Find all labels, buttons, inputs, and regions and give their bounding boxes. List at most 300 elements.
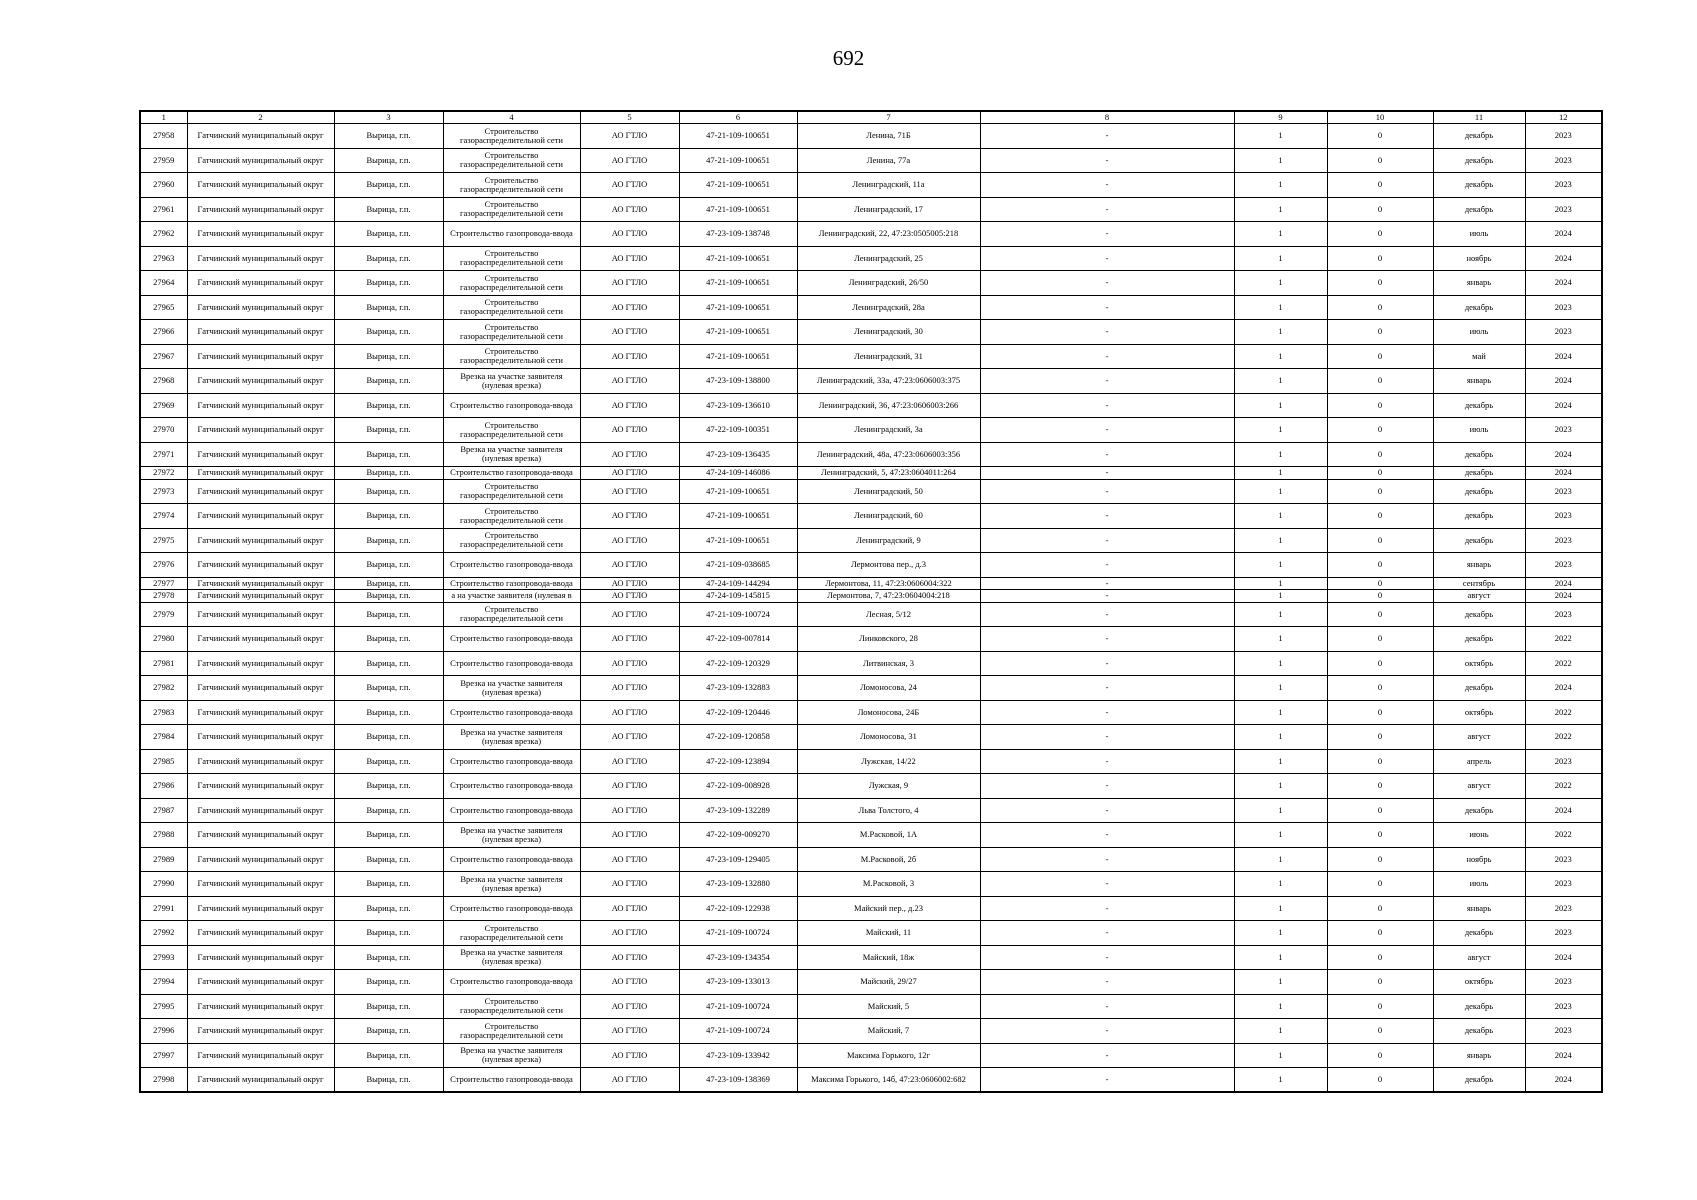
col9-cell: 1 xyxy=(1234,627,1327,652)
table-row xyxy=(140,479,1602,504)
district-cell: Гатчинский муниципальный округ xyxy=(187,872,334,897)
settlement-cell: Вырица, г.п. xyxy=(334,418,443,443)
work-type-cell: Врезка на участке заявителя (нулевая врезка) xyxy=(443,945,580,970)
row-number-cell: 27981 xyxy=(140,651,187,676)
table-row xyxy=(140,344,1602,369)
col9-cell: 1 xyxy=(1234,320,1327,345)
month-cell: декабрь xyxy=(1433,479,1525,504)
work-type-cell: Строительство газораспределительной сети xyxy=(443,197,580,222)
col9-cell: 1 xyxy=(1234,1019,1327,1044)
work-type-cell: Строительство газораспределительной сети xyxy=(443,173,580,198)
settlement-cell: Вырица, г.п. xyxy=(334,945,443,970)
row-number-cell: 27994 xyxy=(140,970,187,995)
district-cell: Гатчинский муниципальный округ xyxy=(187,994,334,1019)
col9-cell: 1 xyxy=(1234,945,1327,970)
col8-cell: - xyxy=(980,1019,1234,1044)
col9-cell: 1 xyxy=(1234,970,1327,995)
month-cell: август xyxy=(1433,725,1525,750)
table-row xyxy=(140,173,1602,198)
col9-cell: 1 xyxy=(1234,553,1327,578)
address-cell: Ленинградский, 11а xyxy=(797,173,980,198)
address-cell: Льва Толстого, 4 xyxy=(797,798,980,823)
year-cell: 2024 xyxy=(1525,1043,1602,1068)
code-cell: 47-23-109-132883 xyxy=(679,676,797,701)
col10-cell: 0 xyxy=(1327,124,1433,149)
work-type-cell: Строительство газопровода-ввода xyxy=(443,651,580,676)
year-cell: 2023 xyxy=(1525,994,1602,1019)
year-cell: 2023 xyxy=(1525,528,1602,553)
address-cell: Ленинградский, 3а xyxy=(797,418,980,443)
row-number-cell: 27990 xyxy=(140,872,187,897)
table-row xyxy=(140,725,1602,750)
district-cell: Гатчинский муниципальный округ xyxy=(187,627,334,652)
col10-cell: 0 xyxy=(1327,945,1433,970)
work-type-cell: Строительство газораспределительной сети xyxy=(443,320,580,345)
col9-cell: 1 xyxy=(1234,246,1327,271)
col8-cell: - xyxy=(980,344,1234,369)
table-row xyxy=(140,602,1602,627)
settlement-cell: Вырица, г.п. xyxy=(334,295,443,320)
code-cell: 47-21-109-100651 xyxy=(679,295,797,320)
settlement-cell: Вырица, г.п. xyxy=(334,148,443,173)
district-cell: Гатчинский муниципальный округ xyxy=(187,553,334,578)
col10-cell: 0 xyxy=(1327,970,1433,995)
month-cell: декабрь xyxy=(1433,393,1525,418)
organization-cell: АО ГТЛО xyxy=(580,320,679,345)
organization-cell: АО ГТЛО xyxy=(580,393,679,418)
table-row xyxy=(140,921,1602,946)
code-cell: 47-23-109-136610 xyxy=(679,393,797,418)
settlement-cell: Вырица, г.п. xyxy=(334,921,443,946)
table-row xyxy=(140,577,1602,590)
work-type-cell: Строительство газопровода-ввода xyxy=(443,393,580,418)
col8-cell: - xyxy=(980,994,1234,1019)
gasification-table xyxy=(139,110,1603,1093)
col10-cell: 0 xyxy=(1327,528,1433,553)
address-cell: Ленинградский, 60 xyxy=(797,504,980,529)
row-number-cell: 27958 xyxy=(140,124,187,149)
code-cell: 47-22-109-008928 xyxy=(679,774,797,799)
col9-cell: 1 xyxy=(1234,528,1327,553)
year-cell: 2022 xyxy=(1525,700,1602,725)
table-row xyxy=(140,148,1602,173)
code-cell: 47-23-109-138369 xyxy=(679,1068,797,1093)
organization-cell: АО ГТЛО xyxy=(580,725,679,750)
settlement-cell: Вырица, г.п. xyxy=(334,627,443,652)
district-cell: Гатчинский муниципальный округ xyxy=(187,676,334,701)
col9-cell: 1 xyxy=(1234,1043,1327,1068)
address-cell: М.Расковой, 2б xyxy=(797,847,980,872)
work-type-cell: Строительство газопровода-ввода xyxy=(443,553,580,578)
settlement-cell: Вырица, г.п. xyxy=(334,725,443,750)
address-cell: Ленинградский, 25 xyxy=(797,246,980,271)
row-number-cell: 27997 xyxy=(140,1043,187,1068)
col9-cell: 1 xyxy=(1234,479,1327,504)
col10-cell: 0 xyxy=(1327,872,1433,897)
month-cell: август xyxy=(1433,945,1525,970)
code-cell: 47-21-109-038685 xyxy=(679,553,797,578)
settlement-cell: Вырица, г.п. xyxy=(334,1019,443,1044)
month-cell: январь xyxy=(1433,369,1525,394)
row-number-cell: 27998 xyxy=(140,1068,187,1093)
address-cell: Ленинградский, 22, 47:23:0505005:218 xyxy=(797,222,980,247)
district-cell: Гатчинский муниципальный округ xyxy=(187,970,334,995)
settlement-cell: Вырица, г.п. xyxy=(334,590,443,603)
column-header: 10 xyxy=(1327,111,1433,124)
district-cell: Гатчинский муниципальный округ xyxy=(187,602,334,627)
col8-cell: - xyxy=(980,479,1234,504)
year-cell: 2023 xyxy=(1525,1019,1602,1044)
work-type-cell: Строительство газораспределительной сети xyxy=(443,271,580,296)
col9-cell: 1 xyxy=(1234,173,1327,198)
district-cell: Гатчинский муниципальный округ xyxy=(187,479,334,504)
organization-cell: АО ГТЛО xyxy=(580,1068,679,1093)
district-cell: Гатчинский муниципальный округ xyxy=(187,320,334,345)
column-header: 9 xyxy=(1234,111,1327,124)
code-cell: 47-22-109-007814 xyxy=(679,627,797,652)
row-number-cell: 27973 xyxy=(140,479,187,504)
year-cell: 2023 xyxy=(1525,148,1602,173)
table-row xyxy=(140,271,1602,296)
year-cell: 2023 xyxy=(1525,553,1602,578)
table-row xyxy=(140,418,1602,443)
month-cell: январь xyxy=(1433,1043,1525,1068)
district-cell: Гатчинский муниципальный округ xyxy=(187,504,334,529)
col8-cell: - xyxy=(980,197,1234,222)
organization-cell: АО ГТЛО xyxy=(580,896,679,921)
month-cell: июль xyxy=(1433,872,1525,897)
col9-cell: 1 xyxy=(1234,798,1327,823)
table-row xyxy=(140,676,1602,701)
district-cell: Гатчинский муниципальный округ xyxy=(187,124,334,149)
district-cell: Гатчинский муниципальный округ xyxy=(187,369,334,394)
table-row xyxy=(140,823,1602,848)
code-cell: 47-21-109-100651 xyxy=(679,528,797,553)
address-cell: Ленина, 71Б xyxy=(797,124,980,149)
work-type-cell: Врезка на участке заявителя (нулевая врезка) xyxy=(443,442,580,467)
col8-cell: - xyxy=(980,295,1234,320)
column-header: 5 xyxy=(580,111,679,124)
organization-cell: АО ГТЛО xyxy=(580,528,679,553)
work-type-cell: Строительство газораспределительной сети xyxy=(443,148,580,173)
column-header: 2 xyxy=(187,111,334,124)
address-cell: Линковского, 28 xyxy=(797,627,980,652)
year-cell: 2024 xyxy=(1525,577,1602,590)
month-cell: сентябрь xyxy=(1433,577,1525,590)
row-number-cell: 27964 xyxy=(140,271,187,296)
settlement-cell: Вырица, г.п. xyxy=(334,442,443,467)
col9-cell: 1 xyxy=(1234,442,1327,467)
col9-cell: 1 xyxy=(1234,504,1327,529)
col10-cell: 0 xyxy=(1327,1019,1433,1044)
col9-cell: 1 xyxy=(1234,896,1327,921)
month-cell: декабрь xyxy=(1433,504,1525,529)
year-cell: 2024 xyxy=(1525,467,1602,480)
month-cell: август xyxy=(1433,590,1525,603)
col9-cell: 1 xyxy=(1234,148,1327,173)
table-row xyxy=(140,504,1602,529)
district-cell: Гатчинский муниципальный округ xyxy=(187,344,334,369)
row-number-cell: 27992 xyxy=(140,921,187,946)
col8-cell: - xyxy=(980,320,1234,345)
col9-cell: 1 xyxy=(1234,700,1327,725)
col10-cell: 0 xyxy=(1327,823,1433,848)
col10-cell: 0 xyxy=(1327,246,1433,271)
col8-cell: - xyxy=(980,847,1234,872)
work-type-cell: Врезка на участке заявителя (нулевая врезка) xyxy=(443,725,580,750)
col9-cell: 1 xyxy=(1234,774,1327,799)
settlement-cell: Вырица, г.п. xyxy=(334,994,443,1019)
work-type-cell: Строительство газораспределительной сети xyxy=(443,344,580,369)
address-cell: Ленинградский, 48а, 47:23:0606003:356 xyxy=(797,442,980,467)
settlement-cell: Вырица, г.п. xyxy=(334,479,443,504)
row-number-cell: 27969 xyxy=(140,393,187,418)
year-cell: 2023 xyxy=(1525,970,1602,995)
year-cell: 2022 xyxy=(1525,725,1602,750)
col10-cell: 0 xyxy=(1327,676,1433,701)
work-type-cell: Врезка на участке заявителя (нулевая врезка) xyxy=(443,823,580,848)
year-cell: 2023 xyxy=(1525,479,1602,504)
col10-cell: 0 xyxy=(1327,921,1433,946)
month-cell: декабрь xyxy=(1433,1019,1525,1044)
address-cell: Майский, 5 xyxy=(797,994,980,1019)
settlement-cell: Вырица, г.п. xyxy=(334,369,443,394)
month-cell: январь xyxy=(1433,553,1525,578)
month-cell: июль xyxy=(1433,222,1525,247)
organization-cell: АО ГТЛО xyxy=(580,577,679,590)
row-number-cell: 27995 xyxy=(140,994,187,1019)
col9-cell: 1 xyxy=(1234,921,1327,946)
organization-cell: АО ГТЛО xyxy=(580,970,679,995)
table-row xyxy=(140,467,1602,480)
row-number-cell: 27960 xyxy=(140,173,187,198)
year-cell: 2022 xyxy=(1525,627,1602,652)
row-number-cell: 27963 xyxy=(140,246,187,271)
address-cell: Ленинградский, 50 xyxy=(797,479,980,504)
month-cell: декабрь xyxy=(1433,467,1525,480)
col9-cell: 1 xyxy=(1234,344,1327,369)
district-cell: Гатчинский муниципальный округ xyxy=(187,222,334,247)
year-cell: 2024 xyxy=(1525,271,1602,296)
district-cell: Гатчинский муниципальный округ xyxy=(187,528,334,553)
settlement-cell: Вырица, г.п. xyxy=(334,246,443,271)
month-cell: декабрь xyxy=(1433,602,1525,627)
code-cell: 47-22-109-009270 xyxy=(679,823,797,848)
row-number-cell: 27982 xyxy=(140,676,187,701)
col10-cell: 0 xyxy=(1327,271,1433,296)
work-type-cell: Строительство газораспределительной сети xyxy=(443,528,580,553)
code-cell: 47-21-109-100724 xyxy=(679,602,797,627)
table-row xyxy=(140,945,1602,970)
column-header: 8 xyxy=(980,111,1234,124)
organization-cell: АО ГТЛО xyxy=(580,651,679,676)
address-cell: Максима Горького, 12г xyxy=(797,1043,980,1068)
row-number-cell: 27959 xyxy=(140,148,187,173)
organization-cell: АО ГТЛО xyxy=(580,148,679,173)
month-cell: декабрь xyxy=(1433,994,1525,1019)
settlement-cell: Вырица, г.п. xyxy=(334,651,443,676)
table-row xyxy=(140,872,1602,897)
col8-cell: - xyxy=(980,945,1234,970)
district-cell: Гатчинский муниципальный округ xyxy=(187,148,334,173)
month-cell: декабрь xyxy=(1433,173,1525,198)
work-type-cell: Строительство газопровода-ввода xyxy=(443,222,580,247)
row-number-cell: 27987 xyxy=(140,798,187,823)
column-header: 1 xyxy=(140,111,187,124)
month-cell: декабрь xyxy=(1433,197,1525,222)
row-number-cell: 27975 xyxy=(140,528,187,553)
address-cell: Майский пер., д.23 xyxy=(797,896,980,921)
work-type-cell: Врезка на участке заявителя (нулевая врезка) xyxy=(443,872,580,897)
col8-cell: - xyxy=(980,749,1234,774)
col9-cell: 1 xyxy=(1234,467,1327,480)
district-cell: Гатчинский муниципальный округ xyxy=(187,896,334,921)
row-number-cell: 27967 xyxy=(140,344,187,369)
work-type-cell: Строительство газораспределительной сети xyxy=(443,246,580,271)
table-row xyxy=(140,994,1602,1019)
col10-cell: 0 xyxy=(1327,896,1433,921)
col9-cell: 1 xyxy=(1234,590,1327,603)
address-cell: Ленинградский, 31 xyxy=(797,344,980,369)
organization-cell: АО ГТЛО xyxy=(580,627,679,652)
col10-cell: 0 xyxy=(1327,418,1433,443)
row-number-cell: 27977 xyxy=(140,577,187,590)
col8-cell: - xyxy=(980,393,1234,418)
table-row xyxy=(140,442,1602,467)
table-row xyxy=(140,553,1602,578)
table-row xyxy=(140,590,1602,603)
code-cell: 47-24-109-145815 xyxy=(679,590,797,603)
work-type-cell: Строительство газораспределительной сети xyxy=(443,124,580,149)
col8-cell: - xyxy=(980,553,1234,578)
row-number-cell: 27980 xyxy=(140,627,187,652)
district-cell: Гатчинский муниципальный округ xyxy=(187,197,334,222)
district-cell: Гатчинский муниципальный округ xyxy=(187,173,334,198)
district-cell: Гатчинский муниципальный округ xyxy=(187,651,334,676)
col8-cell: - xyxy=(980,1043,1234,1068)
col8-cell: - xyxy=(980,271,1234,296)
year-cell: 2023 xyxy=(1525,320,1602,345)
month-cell: октябрь xyxy=(1433,700,1525,725)
year-cell: 2024 xyxy=(1525,393,1602,418)
work-type-cell: а на участке заявителя (нулевая в xyxy=(443,590,580,603)
address-cell: Майский, 7 xyxy=(797,1019,980,1044)
col10-cell: 0 xyxy=(1327,725,1433,750)
code-cell: 47-22-109-100351 xyxy=(679,418,797,443)
organization-cell: АО ГТЛО xyxy=(580,602,679,627)
year-cell: 2023 xyxy=(1525,872,1602,897)
row-number-cell: 27979 xyxy=(140,602,187,627)
work-type-cell: Строительство газораспределительной сети xyxy=(443,602,580,627)
col8-cell: - xyxy=(980,676,1234,701)
work-type-cell: Строительство газораспределительной сети xyxy=(443,295,580,320)
work-type-cell: Строительство газопровода-ввода xyxy=(443,577,580,590)
table-row xyxy=(140,700,1602,725)
organization-cell: АО ГТЛО xyxy=(580,173,679,198)
work-type-cell: Строительство газораспределительной сети xyxy=(443,479,580,504)
col8-cell: - xyxy=(980,124,1234,149)
code-cell: 47-21-109-100651 xyxy=(679,173,797,198)
col9-cell: 1 xyxy=(1234,222,1327,247)
work-type-cell: Строительство газопровода-ввода xyxy=(443,749,580,774)
code-cell: 47-22-109-120446 xyxy=(679,700,797,725)
col8-cell: - xyxy=(980,725,1234,750)
col9-cell: 1 xyxy=(1234,577,1327,590)
year-cell: 2024 xyxy=(1525,344,1602,369)
settlement-cell: Вырица, г.п. xyxy=(334,393,443,418)
month-cell: октябрь xyxy=(1433,970,1525,995)
col10-cell: 0 xyxy=(1327,344,1433,369)
row-number-cell: 27971 xyxy=(140,442,187,467)
address-cell: Ленинградский, 5, 47:23:0604011:264 xyxy=(797,467,980,480)
col9-cell: 1 xyxy=(1234,994,1327,1019)
address-cell: М.Расковой, 3 xyxy=(797,872,980,897)
address-cell: Ленина, 77а xyxy=(797,148,980,173)
district-cell: Гатчинский муниципальный округ xyxy=(187,700,334,725)
month-cell: ноябрь xyxy=(1433,246,1525,271)
address-cell: Майский, 18ж xyxy=(797,945,980,970)
organization-cell: АО ГТЛО xyxy=(580,246,679,271)
month-cell: январь xyxy=(1433,271,1525,296)
organization-cell: АО ГТЛО xyxy=(580,442,679,467)
col10-cell: 0 xyxy=(1327,798,1433,823)
col8-cell: - xyxy=(980,467,1234,480)
organization-cell: АО ГТЛО xyxy=(580,295,679,320)
table-header-row xyxy=(140,111,1602,124)
address-cell: Ленинградский, 9 xyxy=(797,528,980,553)
work-type-cell: Строительство газопровода-ввода xyxy=(443,970,580,995)
col9-cell: 1 xyxy=(1234,295,1327,320)
col9-cell: 1 xyxy=(1234,823,1327,848)
year-cell: 2023 xyxy=(1525,504,1602,529)
year-cell: 2024 xyxy=(1525,676,1602,701)
table-row xyxy=(140,295,1602,320)
col9-cell: 1 xyxy=(1234,124,1327,149)
row-number-cell: 27986 xyxy=(140,774,187,799)
settlement-cell: Вырица, г.п. xyxy=(334,872,443,897)
col10-cell: 0 xyxy=(1327,442,1433,467)
col9-cell: 1 xyxy=(1234,1068,1327,1093)
col9-cell: 1 xyxy=(1234,847,1327,872)
month-cell: декабрь xyxy=(1433,798,1525,823)
column-header: 4 xyxy=(443,111,580,124)
row-number-cell: 27988 xyxy=(140,823,187,848)
month-cell: декабрь xyxy=(1433,124,1525,149)
table-row xyxy=(140,847,1602,872)
col10-cell: 0 xyxy=(1327,590,1433,603)
year-cell: 2023 xyxy=(1525,896,1602,921)
table-row xyxy=(140,393,1602,418)
code-cell: 47-23-109-129405 xyxy=(679,847,797,872)
work-type-cell: Строительство газопровода-ввода xyxy=(443,467,580,480)
col8-cell: - xyxy=(980,627,1234,652)
district-cell: Гатчинский муниципальный округ xyxy=(187,393,334,418)
code-cell: 47-23-109-132289 xyxy=(679,798,797,823)
row-number-cell: 27974 xyxy=(140,504,187,529)
column-header: 12 xyxy=(1525,111,1602,124)
settlement-cell: Вырица, г.п. xyxy=(334,173,443,198)
address-cell: Ленинградский, 28а xyxy=(797,295,980,320)
year-cell: 2024 xyxy=(1525,222,1602,247)
month-cell: июль xyxy=(1433,320,1525,345)
address-cell: Лесная, 5/12 xyxy=(797,602,980,627)
col8-cell: - xyxy=(980,896,1234,921)
column-header: 6 xyxy=(679,111,797,124)
col10-cell: 0 xyxy=(1327,197,1433,222)
organization-cell: АО ГТЛО xyxy=(580,197,679,222)
code-cell: 47-23-109-134354 xyxy=(679,945,797,970)
column-header: 11 xyxy=(1433,111,1525,124)
